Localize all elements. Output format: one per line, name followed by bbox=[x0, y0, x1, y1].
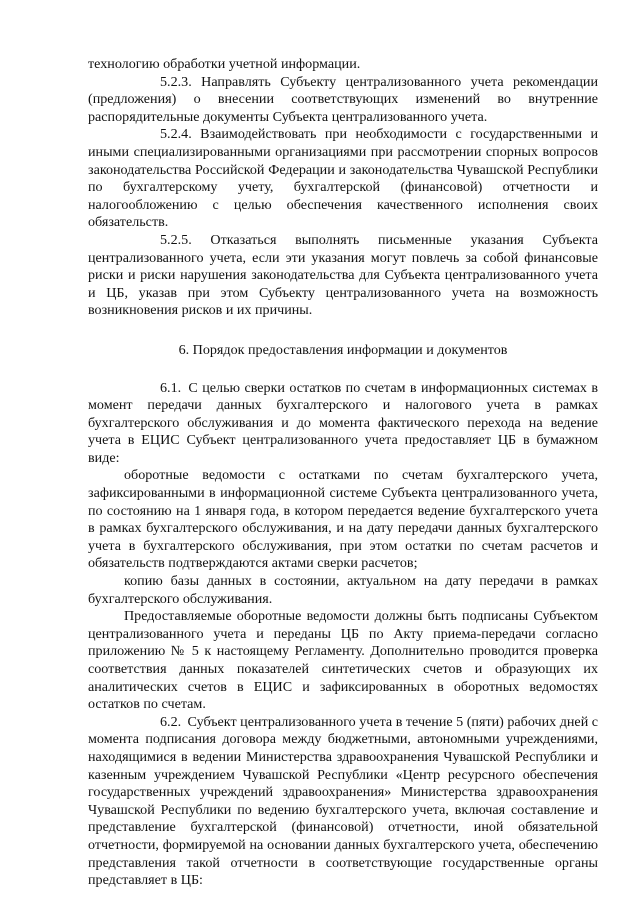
clause-text: С целью сверки остатков по счетам в информационных системах в момент передачи данных бухгалтерского и налогового учета в рамках бухгалтерского обслуживания и до момента фактического перехода на ведение учета в ЕЦИС Субъект централизованного учета предоставляет ЦБ в бумажном виде: bbox=[88, 379, 598, 466]
clause-5-2-4 bbox=[88, 126, 598, 232]
paragraph-text: технологию обработки учетной информации. bbox=[88, 56, 361, 72]
clause-number: 6.2. bbox=[160, 713, 182, 730]
clause-text: Направлять Субъекту централизованного учета рекомендации (предложения) о внесении соответствующих изменений во внутренние распорядительные документы Субъекта централизованного учета. bbox=[88, 73, 598, 125]
clause-number: 6.1. bbox=[160, 379, 182, 396]
clause-text: Взаимодействовать при необходимости с государственными и иными специализированными организациями при рассмотрении спорных вопросов законодательства Российской Федерации и законодательства Чувашской Республики по бухгалтерскому учету, бухгалтерской (финансовой) отчетности и налогообложению с целью обеспечения качественного исполнения своих обязательств. bbox=[88, 126, 598, 231]
clause-number: 5.2.3. bbox=[160, 73, 192, 90]
clause-5-2-3 bbox=[88, 74, 598, 127]
clause-6-1 bbox=[88, 380, 598, 468]
clause-number: 5.2.4. bbox=[160, 126, 192, 143]
list-item-statements: оборотные ведомости с остатками по счетам бухгалтерского учета, зафиксированными в информационной системе Субъекта централизованного учета, по состоянию на 1 января года, в котором передается ведение бухгалтерского учета в рамках бухгалтерского обслуживания, и на дату передачи данных бухгалтерского учета в бухгалтерского обслуживания, при этом остатки по счетам расчетов и обязательств подтверждаются актами сверки расчетов; bbox=[88, 467, 598, 572]
paragraph-continuation bbox=[88, 56, 598, 74]
paragraph-statements-signing: Предоставляемые оборотные ведомости должны быть подписаны Субъектом централизованного учета и переданы ЦБ по Акту приема-передачи согласно приложению № 5 к настоящему Регламенту. Дополнительно проводится проверка соответствия данных показателей синтетических счетов и образующих их аналитических счетов в ЕЦИС и зафиксированных в оборотных ведомостях остатков по счетам. bbox=[88, 608, 598, 713]
clause-text: Отказаться выполнять письменные указания Субъекта централизованного учета, если эти указания могут повлечь за собой финансовые риски и риски нарушения законодательства для Субъекта централизованного учета и ЦБ, указав при этом Субъекту централизованного учета на возможность возникновения рисков и их причины. bbox=[88, 231, 598, 319]
clause-text: Субъект централизованного учета в течение 5 (пяти) рабочих дней с момента подписания договора между бюджетными, автономными учреждениями, находящимися в ведении Министерства здравоохранения Чувашской Республики и казенным учреждением Чувашской Республики «Центр ресурсного обеспечения государственных учреждений здравоохранения» Министерства здравоохранения Чувашской Республики по ведению бухгалтерского учета, включая составление и представление бухгалтерской (финансовой) отчетности, иной обязательной отчетности, формируемой на основании данных бухгалтерского учета, обеспечению представления такой отчетности в соответствующие государственные органы представляет в ЦБ: bbox=[88, 713, 599, 889]
clause-number: 5.2.5. bbox=[160, 231, 192, 248]
clause-5-2-5 bbox=[88, 232, 598, 320]
clause-6-2 bbox=[88, 714, 598, 890]
section-heading: 6. Порядок предоставления информации и документов bbox=[178, 341, 508, 358]
list-item-database-copy: копию базы данных в состоянии, актуальном на дату передачи в рамках бухгалтерского обслуживания. bbox=[88, 573, 598, 607]
